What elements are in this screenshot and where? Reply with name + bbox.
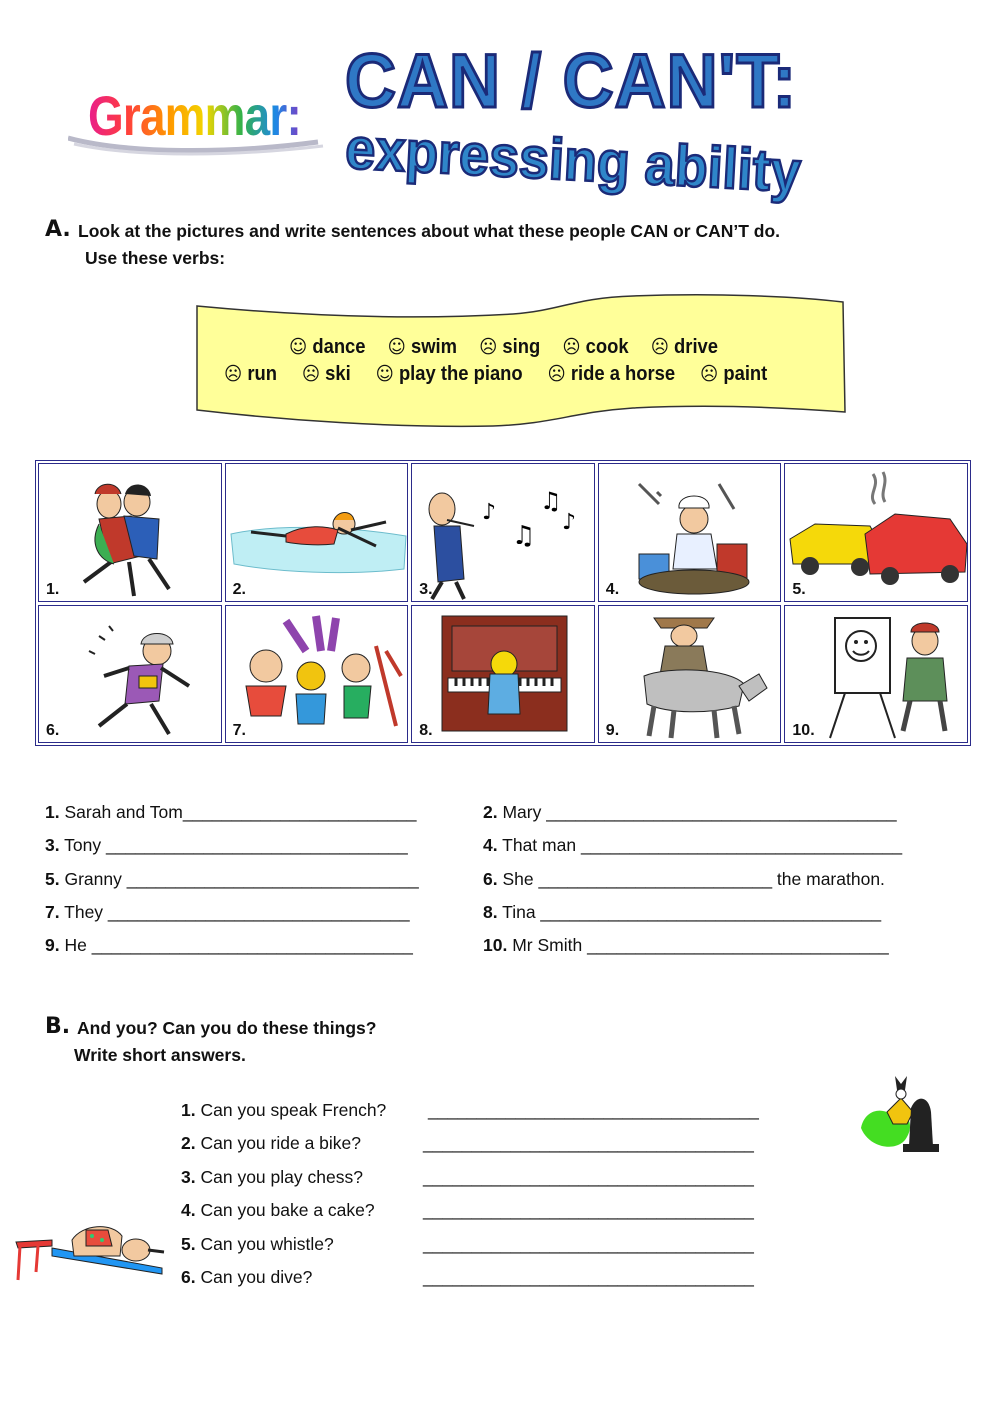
answer-blank[interactable]: __________________________________ [423, 1166, 754, 1187]
sentence-6[interactable] [483, 869, 885, 890]
grammar-label: Grammar: [88, 84, 301, 147]
picture-5-car-crash [784, 463, 968, 602]
section-b-letter: B. [45, 1014, 71, 1039]
frowning-face-icon: ☹ [547, 363, 566, 385]
picture-6-granny-running [38, 605, 222, 744]
question-4 [181, 1200, 375, 1221]
sentence-number: 6. [483, 868, 498, 889]
verb-item [651, 336, 718, 358]
sentence-text: They _______________________________ [64, 901, 410, 922]
picture-4-cook [598, 463, 782, 602]
verb-label: paint [723, 363, 768, 385]
verb-label: play the piano [398, 363, 523, 385]
section-a-instruction-2: Use these verbs: [85, 248, 226, 268]
sentence-number: 3. [45, 835, 60, 856]
verb-label: ride a horse [570, 363, 676, 385]
verb-label: cook [585, 336, 629, 358]
picture-9-horse-rider [598, 605, 782, 744]
picture-8-girl-piano [411, 605, 595, 744]
question-5 [181, 1234, 334, 1255]
question-6 [181, 1267, 312, 1288]
sentence-text: Mary ____________________________________ [502, 802, 897, 822]
answer-blank[interactable]: __________________________________ [423, 1133, 754, 1154]
picture-1-dancing-couple [38, 463, 222, 602]
sentence-number: 10. [483, 935, 508, 956]
verb-item [302, 363, 351, 385]
sentence-8[interactable] [483, 902, 881, 923]
smiley-face-icon: ☺ [387, 336, 406, 358]
question-text: Can you ride a bike? [200, 1133, 362, 1154]
chess-pieces-clipart [855, 1068, 945, 1163]
frowning-face-icon: ☹ [224, 363, 243, 385]
picture-10-painter [784, 605, 968, 744]
question-2 [181, 1133, 361, 1154]
sentence-1[interactable] [45, 802, 416, 823]
picture-7-skiers [225, 605, 409, 744]
question-number: 1. [181, 1100, 196, 1120]
picture-number: 2. [232, 580, 246, 598]
answer-blank[interactable]: __________________________________ [428, 1100, 759, 1120]
diver-clipart [12, 1210, 172, 1295]
svg-text:♪: ♪ [482, 500, 497, 525]
sentence-text: She ________________________ the marathon. [502, 868, 885, 889]
section-b-instruction-2: Write short answers. [74, 1045, 246, 1065]
picture-number: 6. [46, 722, 60, 739]
section-b-instruction-1: And you? Can you do these things? [77, 1018, 377, 1038]
picture-number: 9. [605, 722, 620, 739]
question-number: 6. [181, 1267, 196, 1287]
verb-label: ski [325, 363, 351, 385]
sentence-number: 9. [45, 935, 60, 956]
sentence-number: 7. [45, 901, 60, 922]
verb-item [562, 336, 628, 358]
sentence-text: He _________________________________ [64, 935, 413, 956]
verb-label: swim [410, 336, 457, 358]
frowning-face-icon: ☹ [650, 336, 669, 358]
verb-row-1 [289, 336, 740, 359]
question-3 [181, 1167, 363, 1188]
verb-item [376, 363, 523, 385]
frowning-face-icon: ☹ [301, 363, 321, 385]
sentence-10[interactable] [483, 935, 889, 956]
sentence-number: 1. [45, 802, 60, 822]
sentence-2[interactable] [483, 802, 897, 823]
frowning-face-icon: ☹ [562, 336, 581, 358]
sentence-text: Mr Smith _______________________________ [512, 935, 889, 956]
answer-blank[interactable]: __________________________________ [423, 1233, 754, 1254]
sentence-9[interactable] [45, 935, 413, 956]
sentence-text: Granny ______________________________ [64, 868, 419, 889]
question-text: Can you speak French? [200, 1100, 387, 1120]
verb-label: dance [312, 336, 366, 358]
verb-item [700, 363, 767, 385]
picture-grid [35, 460, 971, 746]
question-text: Can you play chess? [200, 1166, 363, 1187]
title-line-1: CAN / CAN'T: [345, 39, 798, 124]
picture-3-singer [411, 463, 595, 602]
verb-label: run [247, 363, 277, 385]
section-a-instruction-1: Look at the pictures and write sentences about what these people CAN or CAN’T do. [78, 221, 781, 241]
verb-item [479, 336, 540, 358]
picture-number: 7. [232, 722, 246, 739]
svg-text:♪: ♪ [562, 510, 577, 535]
verb-item [388, 336, 457, 358]
sentence-number: 2. [483, 802, 498, 822]
picture-2-swimmer [225, 463, 409, 602]
verb-item [224, 363, 277, 385]
answer-blank[interactable]: __________________________________ [423, 1200, 754, 1221]
answer-blank[interactable]: __________________________________ [423, 1267, 754, 1287]
question-text: Can you bake a cake? [200, 1200, 375, 1221]
sentence-3[interactable] [45, 835, 408, 856]
sentence-number: 4. [483, 835, 498, 856]
question-number: 3. [181, 1166, 196, 1187]
sentence-text: That man _________________________________ [502, 835, 903, 856]
title-line-2: expressing ability [343, 116, 803, 205]
sentence-text: Tina ___________________________________ [502, 901, 882, 922]
sentence-5[interactable] [45, 869, 419, 890]
picture-number: 5. [792, 580, 806, 598]
question-number: 4. [181, 1200, 196, 1221]
picture-number: 1. [46, 580, 60, 598]
question-1 [181, 1100, 386, 1121]
question-text: Can you dive? [200, 1267, 313, 1287]
smiley-face-icon: ☺ [375, 363, 394, 385]
picture-number: 10. [792, 722, 815, 739]
sentence-text: Sarah and Tom________________________ [64, 802, 417, 822]
question-number: 5. [181, 1233, 196, 1254]
frowning-face-icon: ☹ [479, 336, 498, 358]
verb-item [289, 336, 366, 358]
svg-text:♫: ♫ [512, 521, 536, 551]
sentence-number: 8. [483, 901, 498, 922]
svg-text:♫: ♫ [540, 487, 562, 515]
verb-label: sing [502, 336, 541, 358]
question-text: Can you whistle? [200, 1233, 334, 1254]
verb-item [547, 363, 675, 385]
sentence-7[interactable] [45, 902, 410, 923]
picture-number: 3. [419, 580, 433, 598]
section-a-letter: A. [45, 217, 71, 242]
frowning-face-icon: ☹ [699, 363, 719, 385]
picture-number: 8. [419, 722, 433, 739]
sentence-4[interactable] [483, 835, 902, 856]
sentence-text: Tony _______________________________ [64, 835, 408, 856]
verb-row-2 [224, 363, 792, 386]
question-number: 2. [181, 1133, 196, 1154]
sentence-number: 5. [45, 868, 60, 889]
picture-number: 4. [605, 580, 620, 598]
verb-label: drive [674, 336, 719, 358]
smiley-face-icon: ☺ [289, 336, 308, 358]
